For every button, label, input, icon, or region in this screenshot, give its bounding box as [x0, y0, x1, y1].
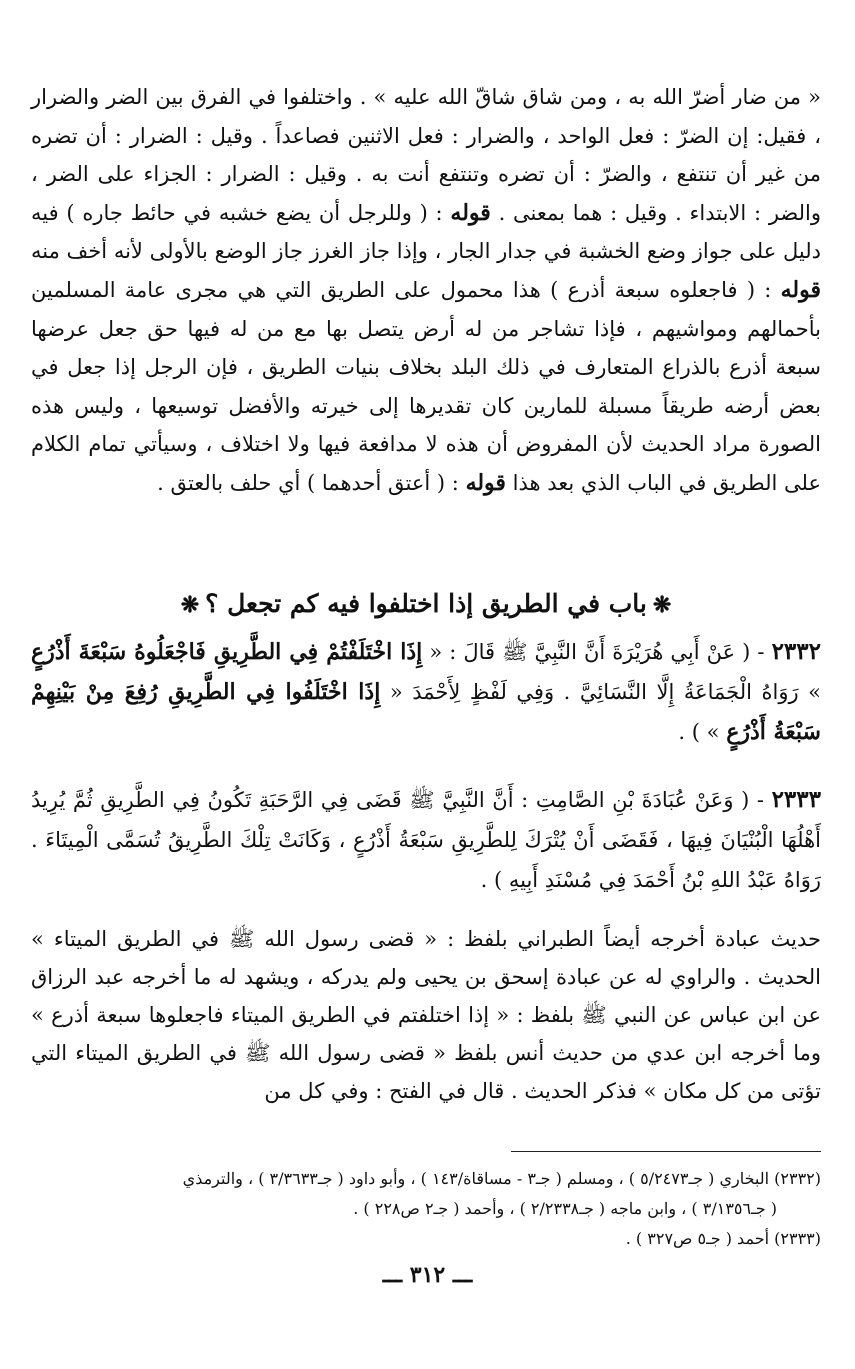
keyword-qawluhu: قوله — [450, 199, 491, 226]
commentary-text-1: « من ضار أضرّ الله به ، ومن شاق شاقّ الله عليه » . واختلفوا في الفرق بين الضر والضرار ، فقيل: إن الضرّ : فعل الواحد ، والضرار : فعل الاثنين فصاعداً . وقيل : الضرار : أن تضره من غير أن تنتفع ، والضرّ : أن تضره وتنتفع أنت به . وقيل : الضرار : الجزاء على الضر ، والضر : الابتداء . وقيل : هما بمعنى . — [31, 85, 821, 225]
ornament-star-icon: ❋ — [652, 592, 672, 618]
footnote-2333: (٢٣٣٣) أحمد ( جـ٥ ص٣٢٧ ) . — [625, 1229, 821, 1248]
hadith-text: - ( وَعَنْ عُبَادَةَ بْنِ الصَّامِتِ : أَنَّ النَّبِيَّ ﷺ قَضَى فِي الرَّحَبَةِ تَكُونُ فِي الطَّرِيقِ ثُمَّ يُرِيدُ أَهْلُهَا الْبُنْيَانَ فِيهَا ، فَقَضَى أَنْ يُتْرَكَ لِلطَّرِيقِ سَبْعَةُ أَذْرُعٍ ، وَكَانَتْ تِلْكَ الطَّرِيقُ تُسَمَّى الْمِيتَاءَ . رَوَاهُ عَبْدُ اللهِ بْنُ أَحْمَدَ فِي مُسْنَدِ أَبِيهِ ) . — [31, 788, 821, 892]
keyword-qawluhu: قوله — [780, 276, 821, 303]
hadith-text: » رَوَاهُ الْجَمَاعَةُ إِلَّا النَّسَائِيَّ . وَفِي لَفْظٍ لِأَحْمَدَ « — [389, 680, 821, 704]
commentary-paragraph-2 — [31, 920, 821, 1110]
page-number: ـــ ٣١٢ ـــ — [382, 1262, 473, 1288]
commentary2-text: حديث عبادة أخرجه أيضاً الطبراني بلفظ : « قضى رسول الله ﷺ في الطريق الميتاء » الحديث . والراوي له عن عبادة إسحق بن يحيى ولم يدركه ، ويشهد له ما أخرجه عبد الرزاق عن ابن عباس عن النبي ﷺ بلفظ : « إذا اختلفتم في الطريق الميتاء فاجعلوها سبعة أذرع » وما أخرجه ابن عدي من حديث أنس بلفظ « قضى رسول الله ﷺ في الطريق الميتاء التي تؤتى من كل مكان » فذكر الحديث . قال في الفتح : وفي كل من — [31, 927, 821, 1103]
hadith-number: ٢٣٣٣ — [771, 786, 821, 813]
keyword-qawluhu: قوله — [465, 469, 506, 496]
hadith-2333 — [31, 780, 821, 900]
hadith-text: » ) . — [678, 720, 720, 744]
commentary-paragraph — [31, 78, 821, 503]
footnote-2332: (٢٣٣٢) البخاري ( جـ٥/٢٤٧٣ ) ، ومسلم ( جـ٣ - مساقاة/١٤٣ ) ، وأبو داود ( جـ٣/٣٦٣٣ ) ، والترمذي — [182, 1169, 821, 1188]
footnote-2332-continued: ( جـ٣/١٣٥٦ ) ، وابن ماجه ( جـ٢/٢٣٣٨ ) ، وأحمد ( جـ٢ ص٢٢٨ ) . — [353, 1199, 777, 1218]
chapter-heading — [31, 582, 821, 627]
hadith-2332 — [31, 632, 821, 752]
commentary-text-2: : ( وللرجل أن يضع خشبه في حائط جاره ) فيه دليل على جواز وضع الخشبة في جدار الجار ، وإذا جاز الغرز جاز الوضع بالأولى لأنه أخف منه — [31, 200, 821, 264]
chapter-title: باب في الطريق إذا اختلفوا فيه كم تجعل ؟ — [205, 589, 647, 618]
commentary-text-3: : ( فاجعلوه سبعة أذرع ) هذا محمول على الطريق التي هي مجرى عامة المسلمين بأحمالهم ومواشيهم ، فإذا تشاجر من له أرض يتصل بها مع من له فيها حق جعل عرضها سبعة أذرع بالذراع المتعارف في ذلك البلد بخلاف بنيات الطريق ، فإن الرجل إذا جعل في بعض أرضه طريقاً مسبلة للمارين كان تقديرها إلى خيرته والأفضل توسيعها ، وليس هذه الصورة مراد الحديث لأن المفروض أن هذه لا مدافعة فيها ولا اختلاف ، وسيأتي تمام الكلام على الطريق في الباب الذي بعد هذا — [31, 277, 822, 495]
ornament-star-icon: ❋ — [180, 592, 200, 618]
hadith-text: - ( عَنْ أَبِي هُرَيْرَةَ أَنَّ النَّبِيَّ ﷺ قَالَ : « — [429, 640, 765, 664]
hadith-matn-bold: إِذَا اخْتَلَفُوا فِي الطَّرِيقِ رُفِعَ مِنْ بَيْنِهِمْ سَبْعَةُ أَذْرُعٍ — [31, 679, 821, 745]
hadith-number: ٢٣٣٢ — [771, 638, 821, 665]
footnotes — [31, 1164, 821, 1254]
hadith-matn-bold: إِذَا اخْتَلَفْتُمْ فِي الطَّرِيقِ فَاجْعَلُوهُ سَبْعَةَ أَذْرُعٍ — [31, 639, 423, 665]
commentary-text-4: : ( أعتق أحدهما ) أي حلف بالعتق . — [157, 470, 459, 495]
footnote-divider — [511, 1151, 821, 1152]
